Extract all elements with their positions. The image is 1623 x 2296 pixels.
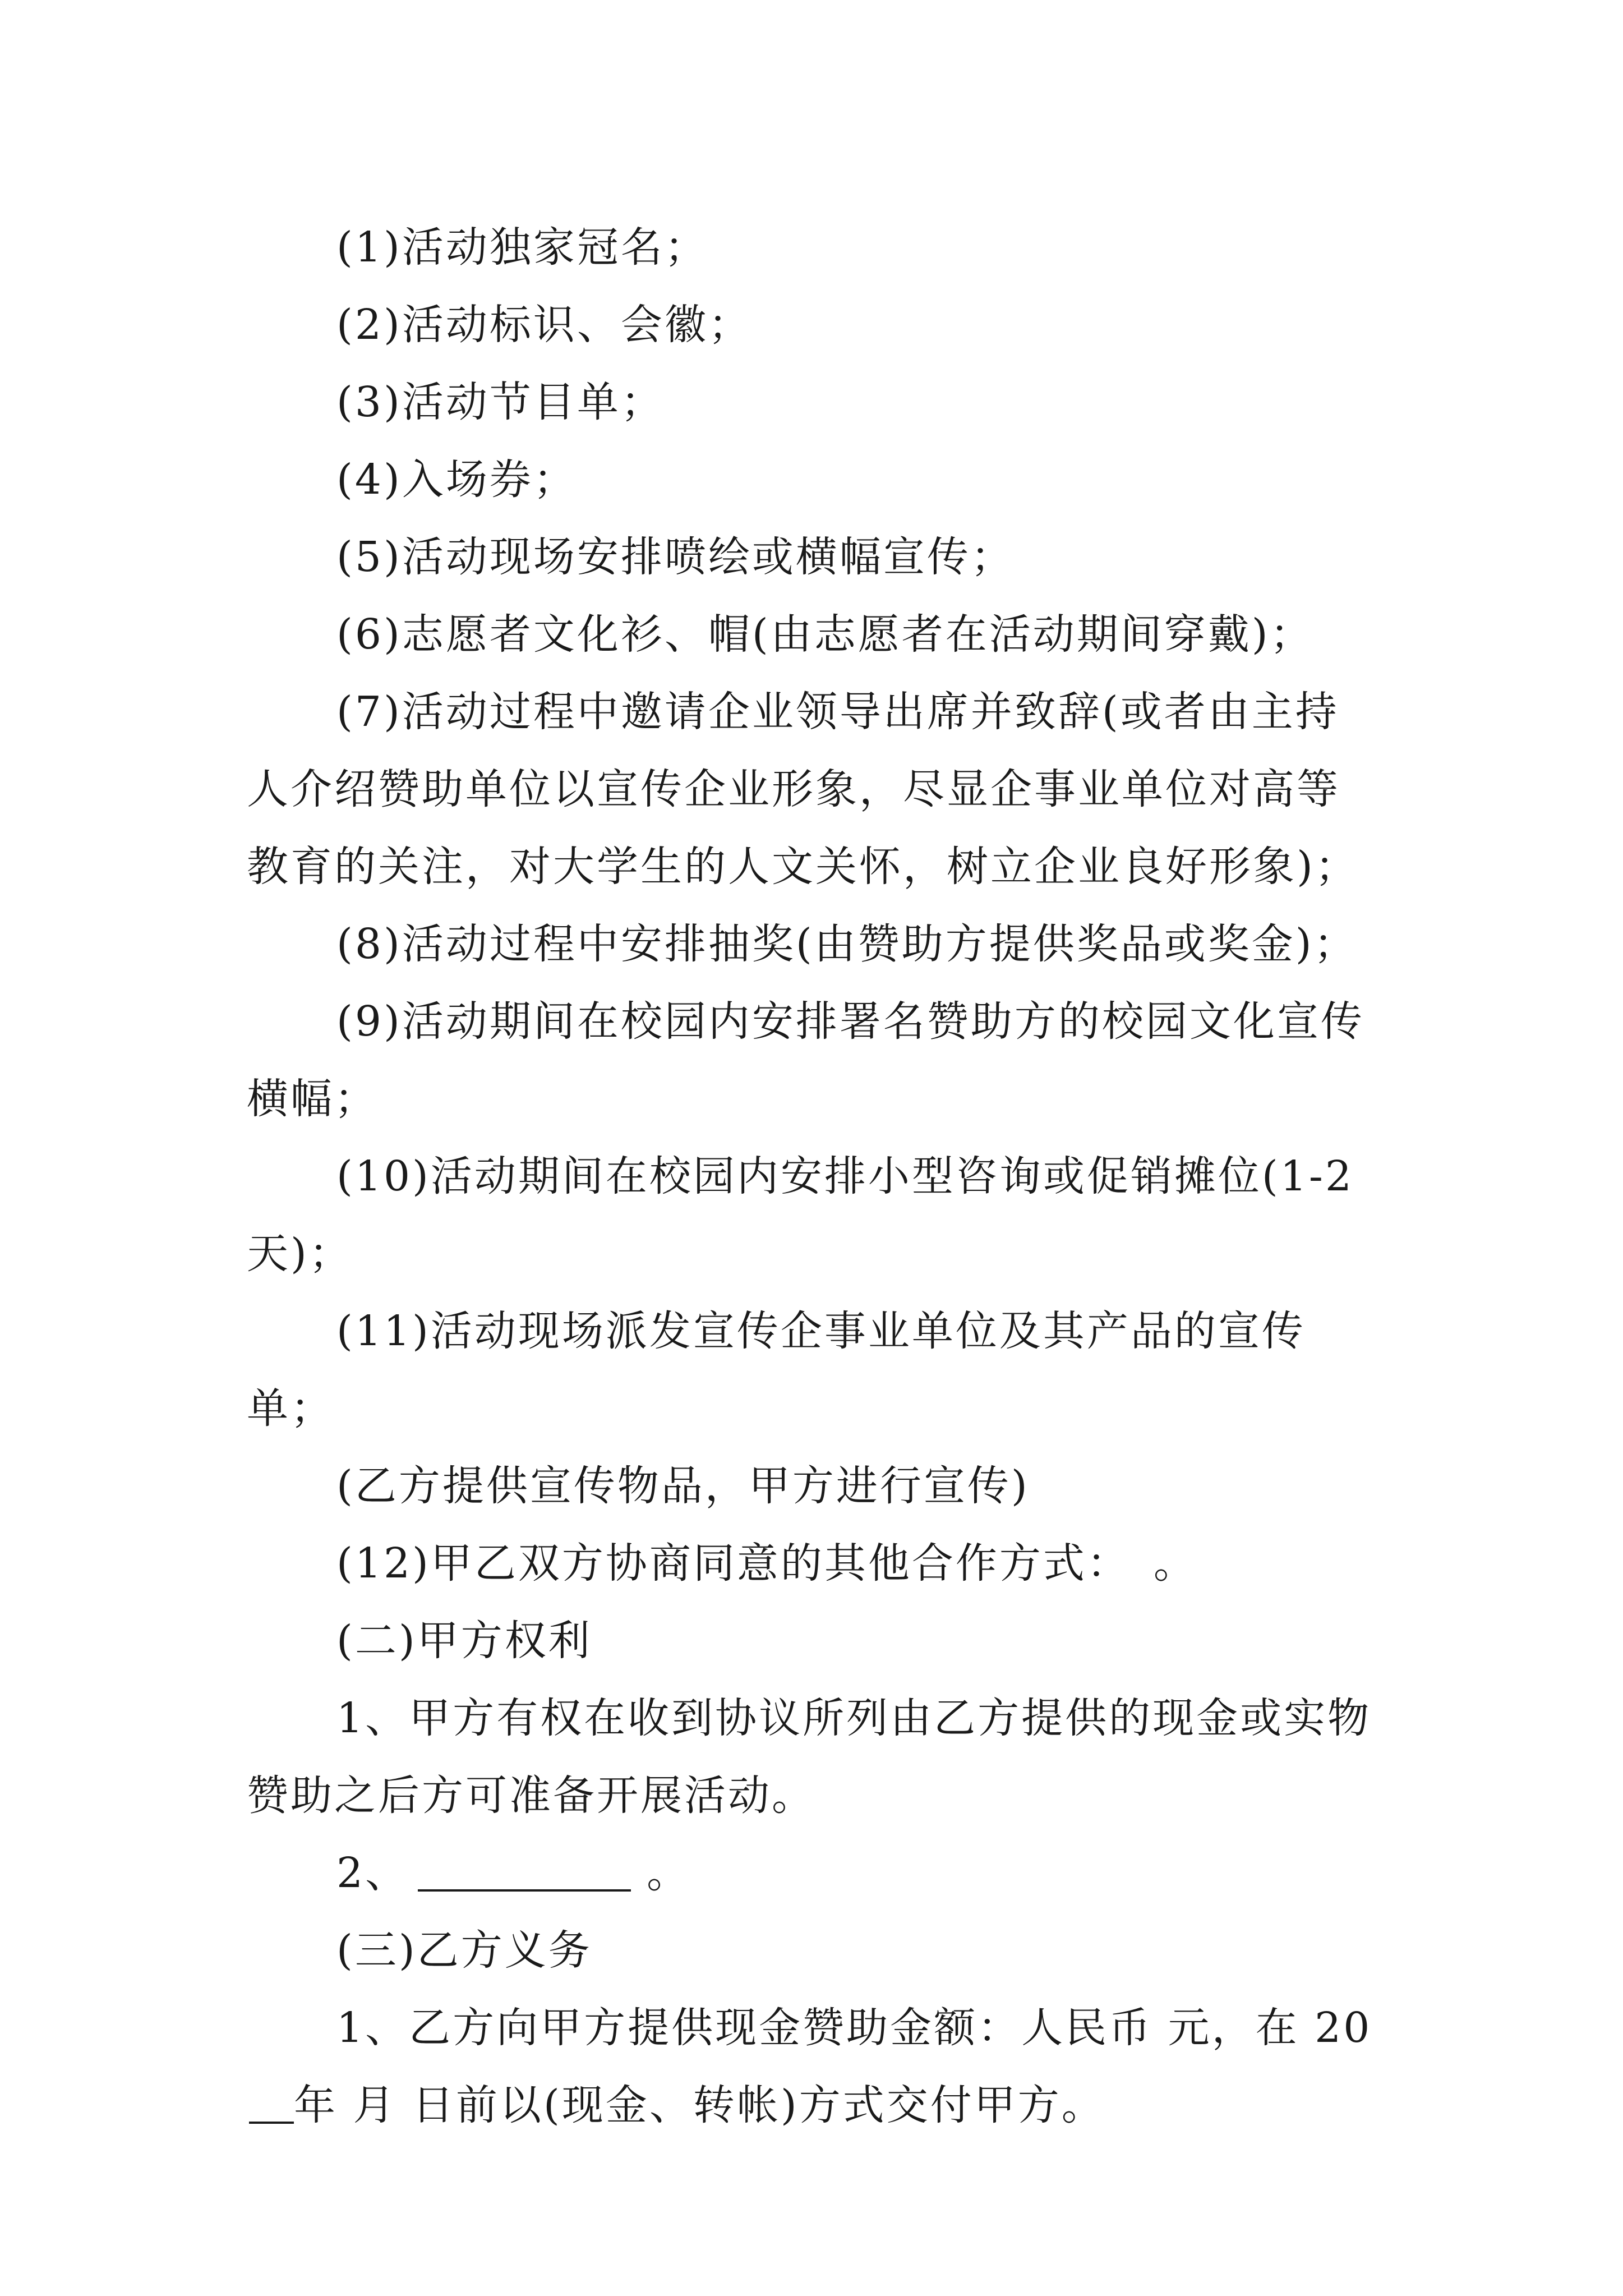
fill-in-blank (418, 1848, 631, 1892)
clause-2-2-suffix: 。 (647, 1849, 691, 1897)
item-1: (1)活动独家冠名； (336, 223, 708, 272)
item-6: (6)志愿者文化衫、帽(由志愿者在活动期间穿戴)； (336, 610, 1314, 659)
year-blank (249, 2080, 294, 2124)
document-body (247, 209, 1380, 2144)
item-7: (7)活动过程中邀请企业领导出席并致辞(或者由主持人介绍赞助单位以宣传企业形象，尽显企事业单位对高等教育的关注，对大学生的人文关怀，树立企业良好形象)； (247, 688, 1359, 891)
clause-3-1-part1: 1、乙方向甲方提供现金赞助金额：人民币 元，在 20 (336, 2004, 1372, 2052)
clause-3-1-part2: 年 月 日前以(现金、转帐)方式交付甲方。 (294, 2081, 1105, 2129)
item-3: (3)活动节目单； (336, 378, 665, 426)
section-2-heading: (二)甲方权利 (336, 1617, 592, 1665)
item-11-note: (乙方提供宣传物品，甲方进行宣传) (336, 1462, 1030, 1510)
clause-3-1 (247, 1989, 1380, 2144)
item-5: (5)活动现场安排喷绘或横幅宣传； (336, 533, 1015, 581)
item-11: (11)活动现场派发宣传企事业单位及其产品的宣传单； (247, 1307, 1306, 1433)
item-2: (2)活动标识、会徽； (336, 301, 752, 349)
item-4: (4)入场券； (336, 455, 577, 504)
item-10: (10)活动期间在校园内安排小型咨询或促销摊位(1-2天)； (247, 1152, 1354, 1278)
item-8: (8)活动过程中安排抽奖(由赞助方提供奖品或奖金)； (336, 920, 1358, 968)
clause-2-1: 1、甲方有权在收到协议所列由乙方提供的现金或实物赞助之后方可准备开展活动。 (247, 1694, 1372, 1820)
item-12: (12)甲乙双方协商同意的其他合作方式： 。 (336, 1539, 1197, 1588)
clause-2-2 (247, 1834, 1380, 1912)
item-9: (9)活动期间在校园内安排署名赞助方的校园文化宣传横幅； (247, 997, 1364, 1123)
clause-2-2-prefix: 2、 (336, 1849, 409, 1897)
section-3-heading: (三)乙方义务 (336, 1926, 592, 1975)
